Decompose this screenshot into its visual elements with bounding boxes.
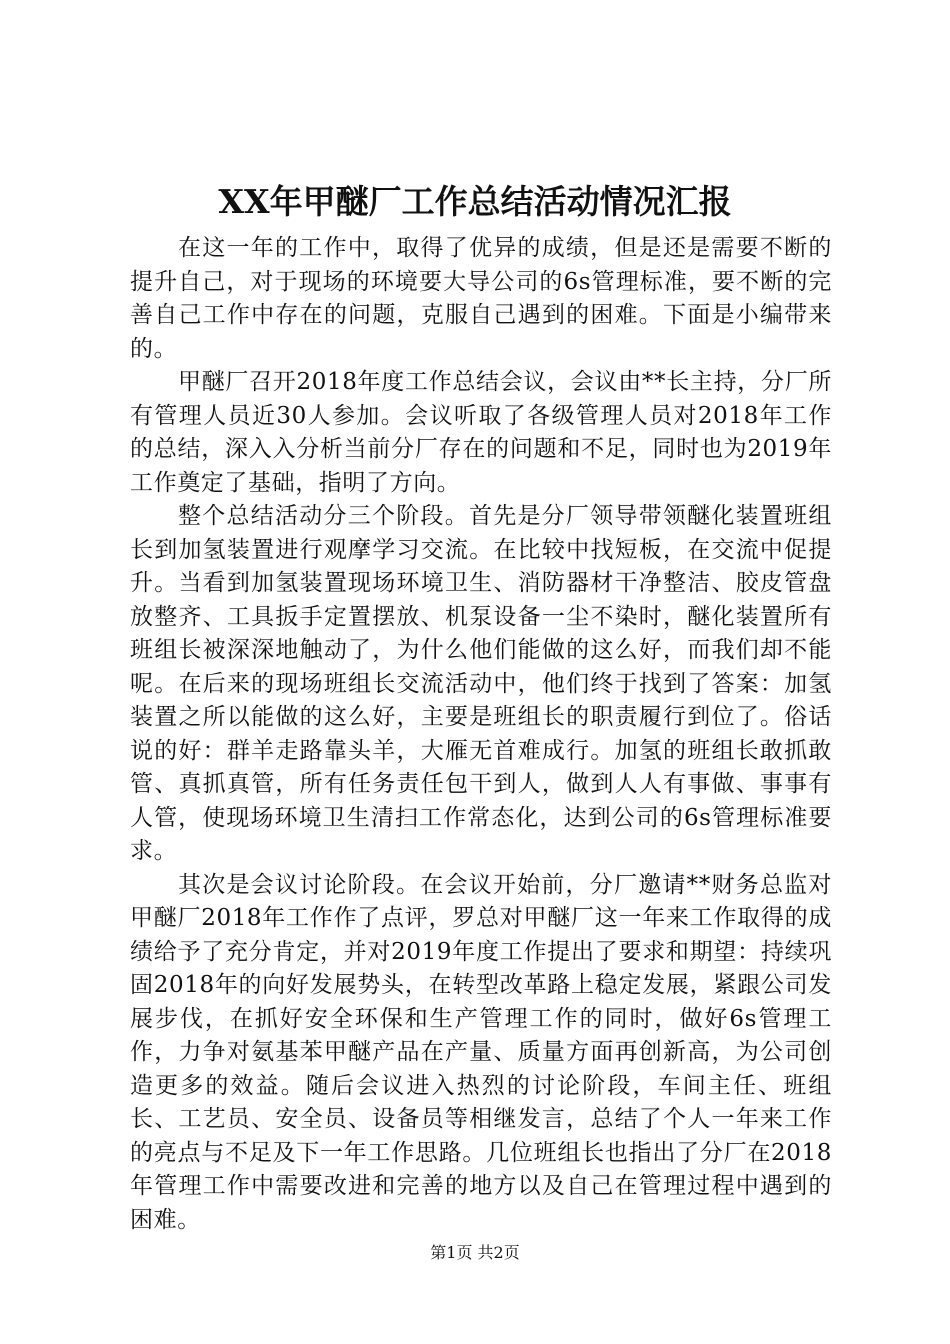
paragraph-discussion: 其次是会议讨论阶段。在会议开始前，分厂邀请**财务总监对甲醚厂2018年工作作了点评，罗总对甲醚厂这一年来工作取得的成绩给予了充分肯定，并对2019年度工作提出了要求和期望：持续巩固2018年的向好发展势头，在转型改革路上稳定发展，紧跟公司发展步伐，在抓好安全环保和生产管理工作的同时，做好6s管理工作，力争对氨基苯甲醚产品在产量、质量方面再创新高，为公司创造更多的效益。随后会议进入热烈的讨论阶段，车间主任、班组长、工艺员、安全员、设备员等相继发言，总结了个人一年来工作的亮点与不足及下一年工作思路。几位班组长也指出了分厂在2018年管理工作中需要改进和完善的地方以及自己在管理过程中遇到的困难。 [130, 871, 832, 1233]
paragraph-intro: 在这一年的工作中，取得了优异的成绩，但是还是需要不断的提升自己，对于现场的环境要大导公司的6s管理标准，要不断的完善自己工作中存在的问题，克服自己遇到的困难。下面是小编带来的。 [130, 235, 832, 362]
paragraph-meeting: 甲醚厂召开2018年度工作总结会议，会议由**长主持，分厂所有管理人员近30人参加。会议听取了各级管理人员对2018年工作的总结，深入入分析当前分厂存在的问题和不足，同时也为2019年工作奠定了基础，指明了方向。 [130, 369, 832, 496]
page-number-footer: 第1页 共2页 [430, 1243, 520, 1262]
document-title: XX年甲醚厂工作总结活动情况汇报 [218, 182, 732, 221]
paragraph-observation: 整个总结活动分三个阶段。首先是分厂领导带领醚化装置班组长到加氢装置进行观摩学习交流。在比较中找短板，在交流中促提升。当看到加氢装置现场环境卫生、消防器材干净整洁、胶皮管盘放整齐、工具扳手定置摆放、机泵设备一尘不染时，醚化装置所有班组长被深深地触动了，为什么他们能做的这么好，而我们却不能呢。在后来的现场班组长交流活动中，他们终于找到了答案：加氢装置之所以能做的这么好，主要是班组长的职责履行到位了。俗话说的好：群羊走路靠头羊，大雁无首难成行。加氢的班组长敢抓敢管、真抓真管，所有任务责任包干到人，做到人人有事做、事事有人管，使现场环境卫生清扫工作常态化，达到公司的6s管理标准要求。 [130, 503, 832, 864]
document-body [130, 232, 832, 1237]
